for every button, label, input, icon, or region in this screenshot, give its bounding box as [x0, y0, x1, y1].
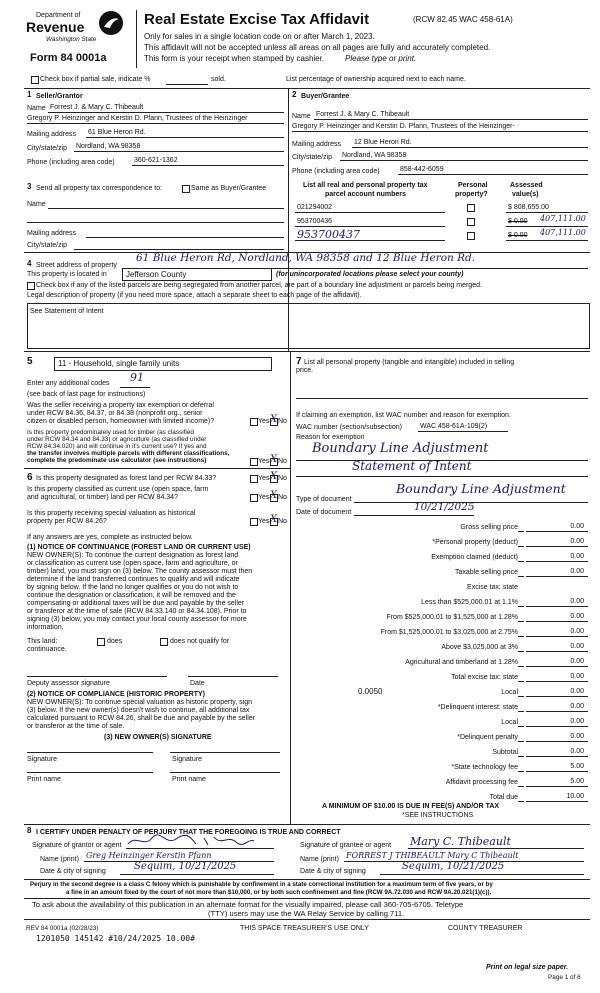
historic-yes-label: Yes — [258, 518, 270, 525]
same-as-buyer-label: Same as Buyer/Grantee — [191, 185, 267, 192]
buyer-num: 2 — [292, 90, 297, 99]
exemption-no-label: No — [278, 418, 287, 425]
parcel-number[interactable]: 953700437 — [297, 228, 360, 241]
dept-line3: Washington State — [46, 36, 97, 43]
current-use-yes-checkbox[interactable] — [250, 494, 258, 502]
parcel-col1-a: List all real and personal property tax — [303, 182, 428, 189]
corr-mail-label: Mailing address — [27, 230, 77, 237]
doc-date[interactable]: 10/21/2025 — [414, 501, 475, 513]
parcel-value[interactable]: $ 0.00 — [508, 218, 528, 225]
certify-num: 8 — [27, 826, 32, 835]
wac-number-label: WAC number (section/subsection) — [296, 424, 402, 431]
perjury-line-1: Perjury in the second degree is a class C felony which is punishable by confinement in a state correctional institution for a maximum term of five years, or by — [30, 881, 493, 888]
subtitle-3b: Please type or print. — [345, 54, 417, 63]
ownership-pct-note: List percentage of ownership acquired next to each name. — [286, 76, 466, 83]
legal-desc-label: Legal description of property (if you need more space, attach a separate sheet to each page of the affidavit). — [27, 292, 362, 299]
unincorporated-note: (for unincorporated locations please select your county) — [276, 271, 464, 278]
timber-q-a: Is this property predominately used for timber (as classified — [27, 429, 194, 436]
legal-description[interactable] — [27, 303, 590, 349]
parcel-col2-a: Personal — [458, 182, 488, 189]
timber-yes-checkbox[interactable] — [250, 458, 258, 466]
personal-prop-num: 7 — [296, 356, 302, 367]
this-land-label: This land: — [27, 638, 58, 645]
buyer-name-1[interactable]: Forrest J. & Mary C. Thibeault — [316, 111, 410, 118]
seller-heading: Seller/Grantor — [36, 93, 83, 100]
street-address[interactable]: 61 Blue Heron Rd, Nordland, WA 98358 and 12 Blue Heron Rd. — [136, 252, 476, 264]
new-owner-print-label-1: Print name — [27, 776, 61, 783]
parcel-number[interactable]: 021294002 — [297, 204, 333, 211]
form-title-rcw: (RCW 82.45 WAC 458-61A) — [413, 15, 513, 24]
legal-description-text: See Statement of Intent — [30, 308, 104, 315]
continuance-heading: (1) NOTICE OF CONTINUANCE (FOREST LAND OR CURRENT USE) — [27, 544, 251, 551]
buyer-name-label: Name — [292, 113, 311, 120]
historic-no-label: No — [278, 518, 287, 525]
buyer-phone-label: Phone (including area code) — [292, 168, 380, 175]
tax-value[interactable]: 0.00 — [570, 538, 584, 545]
street-label: Street address of property — [36, 262, 117, 269]
county-treasurer: COUNTY TREASURER — [448, 925, 523, 932]
current-use-yes-label: Yes — [258, 494, 270, 501]
seller-name-2[interactable]: Gregory P. Heinzinger and Kerstin D. Pfann, Trustees of the Heinzinger — [27, 115, 248, 122]
personal-prop-label-a: List all personal property (tangible and intangible) included in selling — [304, 359, 515, 366]
grantee-date-city[interactable]: Sequim, 10/21/2025 — [402, 861, 505, 872]
county-select[interactable] — [122, 268, 272, 281]
seller-name-label: Name — [27, 105, 46, 112]
buyer-phone[interactable]: 858-442-6059 — [400, 166, 444, 173]
exemption-q-c: citizen or disabled person, homeowner with limited income)? — [27, 418, 215, 425]
grantor-sig-label: Signature of grantor or agent — [32, 842, 122, 849]
parcel-value-handwritten: 407,111.00 — [540, 228, 586, 237]
new-owner-sig-label-2: Signature — [172, 756, 202, 763]
corr-num: 3 — [27, 182, 32, 191]
exemption-reason-2[interactable]: Statement of Intent — [352, 459, 472, 473]
certify-statement: I CERTIFY UNDER PENALTY OF PERJURY THAT THE FOREGOING IS TRUE AND CORRECT — [36, 829, 341, 836]
current-use-no-checkbox[interactable]: X — [270, 490, 278, 501]
new-owner-sig-label-1: Signature — [27, 756, 57, 763]
grantor-print-name[interactable]: Greg Heinzinger Kerstin Pfann — [86, 851, 212, 860]
forest-num: 6 — [27, 472, 33, 483]
historic-q-a: Is this property receiving special valuation as historical — [27, 510, 196, 517]
deputy-date-label: Date — [190, 680, 205, 687]
addl-codes-label: Enter any additional codes — [27, 380, 110, 387]
grantee-name-label: Name (print) — [300, 856, 339, 863]
exemption-yes-label: Yes — [258, 418, 270, 425]
tax-value[interactable]: 10.00 — [566, 793, 584, 800]
dept-line2: Revenue — [26, 19, 85, 35]
seller-mail-label: Mailing address — [27, 131, 77, 138]
seller-city-label: City/state/zip — [27, 145, 68, 152]
current-use-no-label: No — [278, 494, 287, 501]
exemption-reason-label: Reason for exemption — [296, 434, 365, 441]
grantor-date-label: Date & city of signing — [40, 868, 106, 875]
corr-name-label: Name — [27, 201, 46, 208]
tax-value[interactable]: 0.00 — [570, 718, 584, 725]
subtitle-2: This affidavit will not be accepted unless all areas on all pages are fully and accurately completed. — [144, 43, 491, 52]
personal-property-checkbox[interactable] — [467, 218, 475, 226]
buyer-mail[interactable]: 12 Blue Heron Rd. — [354, 139, 412, 146]
form-title: Real Estate Excise Tax Affidavit — [144, 11, 370, 28]
parcel-number[interactable]: 953700436 — [297, 218, 333, 225]
historic-no-checkbox[interactable]: X — [270, 514, 278, 525]
partial-sale-label: Check box if partial sale, indicate % — [40, 76, 151, 83]
tax-value[interactable]: 0.00 — [570, 748, 584, 755]
forest-q: Is this property designated as forest land per RCW 84.33? — [36, 475, 217, 482]
grantee-print-name[interactable]: FORREST J THIBEAULT Mary C Thibeault — [346, 851, 519, 860]
forest-yes-label: Yes — [258, 475, 270, 482]
tax-value[interactable]: 0.00 — [570, 673, 584, 680]
does-qualify-checkbox[interactable] — [97, 638, 105, 646]
county-select-value: Jefferson County — [126, 270, 187, 279]
landuse-num: 5 — [27, 356, 33, 367]
seller-num: 1 — [27, 90, 32, 99]
current-use-q-a: Is this property classified as current use (open space, farm — [27, 486, 209, 493]
new-owner-print-label-2: Print name — [172, 776, 206, 783]
alt-format-line-2: (TTY) users may use the WA Relay Service by calling 711. — [208, 909, 405, 918]
local-rate: 0.0050 — [358, 687, 383, 696]
exemption-q-a: Was the seller receiving a property tax exemption or deferral — [27, 402, 214, 409]
wac-number[interactable]: WAC 458-61A-109(2) — [420, 423, 488, 430]
grantor-signature[interactable] — [126, 834, 256, 848]
grantee-sig-label: Signature of grantee or agent — [300, 842, 392, 849]
if-yes-note: If any answers are yes, complete as instructed below. — [27, 534, 193, 541]
revision-code: REV 84 0001a (02/28/23) — [26, 925, 99, 932]
personal-property-checkbox[interactable] — [467, 204, 475, 212]
partial-sale-sold: sold. — [211, 76, 226, 83]
landuse-code-select[interactable] — [54, 357, 272, 371]
form-number: Form 84 0001a — [30, 52, 107, 64]
tax-value[interactable]: 0.00 — [570, 688, 584, 695]
page-number: Page 1 of 6 — [548, 974, 581, 981]
tax-table: Gross selling price 0.00 *Personal property (deduct) 0.00 Exemption claimed (deduct) 0.00 Taxable selling price 0.00 Excise tax: state Less than $525,000.01 at 1.1% 0.00 From $525,000.01 to $1,525,000 at 1.28% 0.00 From $1,525,000.01 to $3,025,000 at 2.75% 0.00 Above $3,025,000 at 3% 0.00 Agricultural and timberland at 1.28% 0.00 Total excise tax: state 0.00 0.0050 Local 0.00 *Delinquent interest: state 0.00 Local 0.00 *Delinquent penalty 0.00 Subtotal 0.00 *State technology fee 5.00 Affidavit processing fee 5.00 Total due 10.00 — [296, 522, 588, 822]
tax-value[interactable]: 0.00 — [570, 703, 584, 710]
historic-q-b: property per RCW 84.26? — [27, 518, 107, 525]
continuance-label: continuance. — [27, 646, 67, 653]
tax-value[interactable]: 0.00 — [570, 523, 584, 530]
timber-no-label: No — [278, 458, 287, 465]
parcel-value[interactable]: $ 0.00 — [508, 232, 528, 239]
cashier-stamp: 1201050 145142 #10/24/2025 10.00# — [36, 934, 195, 943]
tax-value[interactable]: 0.00 — [570, 658, 584, 665]
timber-no-checkbox[interactable]: X — [270, 454, 278, 465]
doc-date-label: Date of document — [296, 509, 352, 516]
seller-phone-label: Phone (including area code) — [27, 159, 115, 166]
parcel-value-handwritten: 407,111.00 — [540, 214, 586, 223]
legal-paper-note: Print on legal size paper. — [486, 964, 569, 971]
seller-name-1[interactable]: Forrest J. & Mary C. Thibeault — [50, 104, 144, 111]
doc-type-label: Type of document — [296, 496, 352, 503]
timber-q-d: the transfer involves multiple parcels with different classifications, — [27, 450, 230, 457]
exemption-reason-1[interactable]: Boundary Line Adjustment — [312, 441, 489, 456]
exemption-wac-label: If claiming an exemption, list WAC number and reason for exemption. — [296, 412, 511, 419]
buyer-heading: Buyer/Grantee — [301, 93, 350, 100]
located-label: This property is located in — [27, 271, 107, 278]
personal-prop-label-b: price. — [296, 367, 314, 374]
deputy-sig-label: Deputy assessor signature — [27, 680, 110, 687]
seller-city[interactable]: Nordland, WA 98358 — [76, 143, 141, 150]
tax-value[interactable]: 0.00 — [570, 598, 584, 605]
timber-q-e: complete the predominate use calculator (see instructions) — [27, 457, 207, 464]
tax-value[interactable]: 5.00 — [570, 778, 584, 785]
addl-codes[interactable]: 91 — [130, 371, 144, 384]
see-instructions-note: *SEE INSTRUCTIONS — [402, 812, 474, 819]
dor-logo-icon — [98, 10, 124, 36]
street-num: 4 — [27, 259, 32, 268]
does-not-qualify-checkbox[interactable] — [160, 638, 168, 646]
tax-value[interactable]: 0.00 — [570, 733, 584, 740]
perjury-line-2: a fine in an amount fixed by the court of not more than $10,000, or by both such confinement and fine (RCW 9A.72.030 and RCW 9A.20.021(1)(c)). — [66, 889, 492, 896]
historic-yes-checkbox[interactable] — [250, 518, 258, 526]
forest-yes-checkbox[interactable] — [250, 475, 258, 483]
personal-property-checkbox[interactable] — [467, 232, 475, 240]
parcel-col2-b: property? — [455, 191, 488, 198]
see-back-note: (see back of last page for instructions) — [27, 391, 146, 398]
partial-sale-checkbox[interactable] — [31, 76, 39, 84]
minimum-due-note: A MINIMUM OF $10.00 IS DUE IN FEE(S) AND/OR TAX — [322, 803, 500, 810]
historic-heading: (2) NOTICE OF COMPLIANCE (HISTORIC PROPERTY) — [27, 691, 205, 698]
current-use-q-b: and agricultural, or timber) land per RCW 84.34? — [27, 494, 178, 501]
parcel-col3-b: value(s) — [512, 191, 539, 198]
forest-no-checkbox[interactable]: X — [270, 471, 278, 482]
exemption-no-checkbox[interactable]: X — [270, 414, 278, 425]
forest-no-label: No — [278, 475, 287, 482]
does-label: does — [107, 638, 123, 645]
new-owner-sig-heading: (3) NEW OWNER(S) SIGNATURE — [104, 734, 212, 741]
doc-type[interactable]: Boundary Line Adjustment — [396, 481, 566, 496]
tax-value[interactable]: 0.00 — [570, 643, 584, 650]
parcel-col1-b: parcel account numbers — [325, 191, 406, 198]
buyer-city[interactable]: Nordland, WA 98358 — [342, 152, 407, 159]
timber-q-c: RCW 84.34.020) and will continue in it's current use? If yes and — [27, 443, 207, 450]
parcel-col3-a: Assessed — [510, 182, 543, 189]
timber-yes-label: Yes — [258, 458, 270, 465]
seller-mail[interactable]: 61 Blue Heron Rd. — [88, 129, 146, 136]
subtitle-1: Only for sales in a single location code on or after March 1, 2023. — [144, 32, 375, 41]
buyer-city-label: City/state/zip — [292, 154, 333, 161]
tax-value[interactable]: 0.00 — [570, 628, 584, 635]
seller-phone[interactable]: 360-621-1362 — [134, 157, 178, 164]
buyer-name-2[interactable]: Gregory P. Heinzinger and Kerstin D. Pfann, Trustees of the Heinzinger- — [292, 123, 515, 130]
corr-label: Send all property tax correspondence to: — [36, 185, 163, 192]
dept-line1: Department of — [36, 12, 81, 19]
timber-q-b: under RCW 84.34 and 84.33) or agriculture (as classified under — [27, 436, 207, 443]
same-as-buyer-checkbox[interactable] — [182, 185, 190, 193]
exemption-yes-checkbox[interactable] — [250, 418, 258, 426]
grantee-date-label: Date & city of signing — [300, 868, 366, 875]
segregated-checkbox[interactable] — [27, 282, 35, 290]
dor-logo — [26, 10, 132, 48]
tax-value[interactable]: 0.00 — [570, 613, 584, 620]
tax-value[interactable]: 5.00 — [570, 763, 584, 770]
treasurer-only: THIS SPACE TREASURER'S USE ONLY — [240, 925, 369, 932]
buyer-mail-label: Mailing address — [292, 141, 342, 148]
parcel-value[interactable]: $ 808,655.00 — [508, 204, 549, 211]
does-not-label: does not qualify for — [170, 638, 230, 645]
grantor-date-city[interactable]: Sequim, 10/21/2025 — [134, 861, 237, 872]
subtitle-3: This form is your receipt when stamped by cashier. — [144, 54, 325, 63]
grantee-signature[interactable]: Mary C. Thibeault — [410, 835, 511, 848]
exemption-q-b: under RCW 84.36, 84.37, or 84.38 (nonprofit org., senior — [27, 410, 203, 417]
alt-format-line-1: To ask about the availability of this publication in an alternate format for the visually impaired, please call 360-705-6705. Teletype — [32, 900, 464, 909]
corr-city-label: City/state/zip — [27, 242, 68, 249]
segregated-label: Check box if any of the listed parcels are being segregated from another parcel, are part of a boundary line adjustment or parcels being merged. — [36, 282, 482, 289]
grantor-name-label: Name (print) — [40, 856, 79, 863]
landuse-code-value: 11 - Household, single family units — [58, 359, 180, 368]
tax-value[interactable]: 0.00 — [570, 568, 584, 575]
tax-value[interactable]: 0.00 — [570, 553, 584, 560]
